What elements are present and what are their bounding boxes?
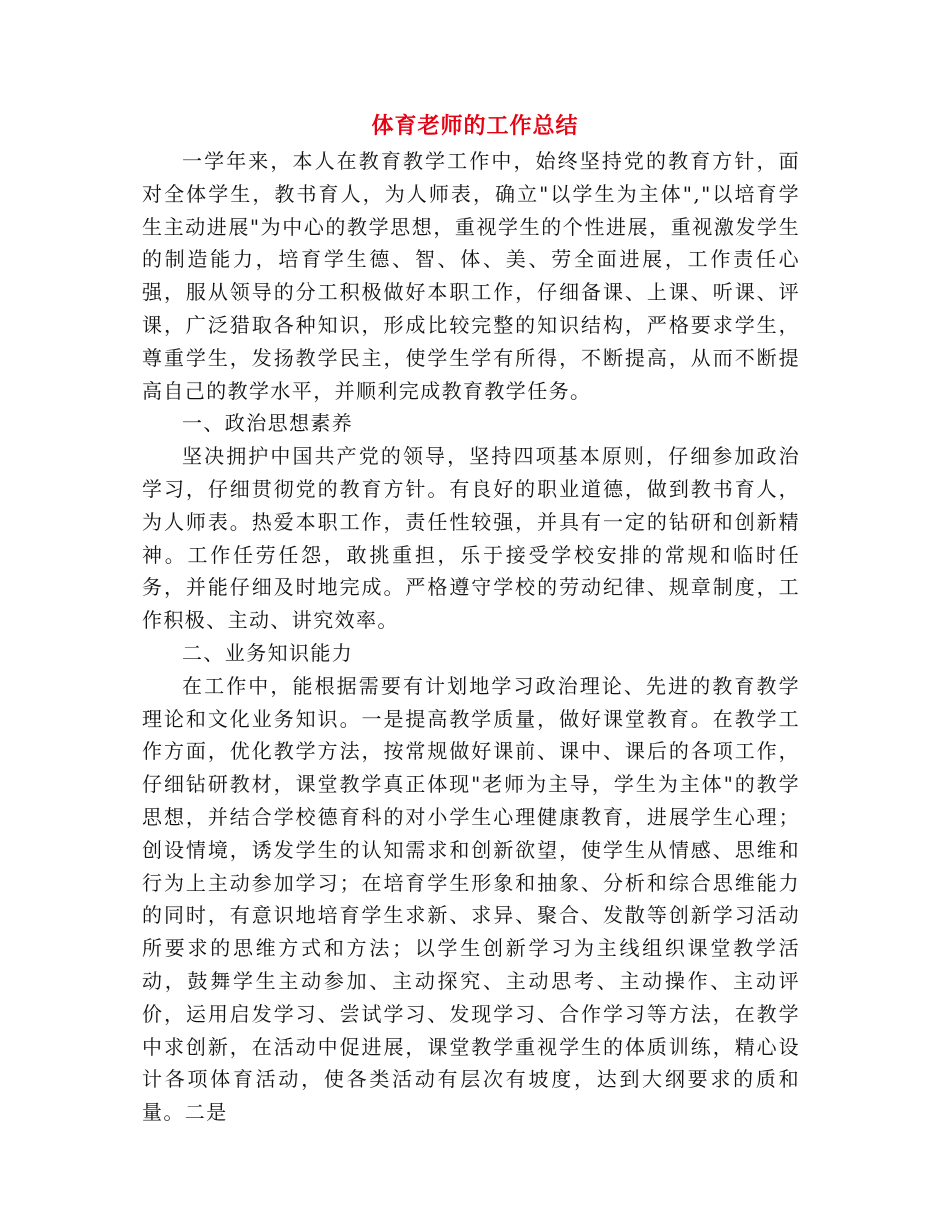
paragraph-politics: 坚决拥护中国共产党的领导，坚持四项基本原则，仔细参加政治学习，仔细贯彻党的教育方针。有良好的职业道德，做到教书育人，为人师表。热爱本职工作，责任性较强，并具有一定的钻研和创新精神。工作任劳任怨，敢挑重担，乐于接受学校安排的常规和临时任务，并能仔细及时地完成。严格遵守学校的劳动纪律、规章制度，工作积极、主动、讲究效率。	[142, 444, 800, 633]
document-body	[142, 145, 800, 1129]
document-title: 体育老师的工作总结	[371, 113, 579, 139]
section-heading-professional: 二、业务知识能力	[182, 640, 354, 665]
paragraph-intro: 一学年来，本人在教育教学工作中，始终坚持党的教育方针，面对全体学生，教书育人，为人师表，确立"以学生为主体","以培育学生主动进展"为中心的教学思想，重视学生的个性进展，重视激发学生的制造能力，培育学生德、智、体、美、劳全面进展，工作责任心强，服从领导的分工积极做好本职工作，仔细备课、上课、听课、评课，广泛猎取各种知识，形成比较完整的知识结构，严格要求学生，尊重学生，发扬教学民主，使学生学有所得，不断提高，从而不断提高自己的教学水平，并顺利完成教育教学任务。	[142, 149, 800, 403]
section-heading-politics: 一、政治思想素养	[182, 411, 354, 436]
paragraph-professional: 在工作中，能根据需要有计划地学习政治理论、先进的教育教学理论和文化业务知识。一是提高教学质量，做好课堂教育。在教学工作方面，优化教学方法，按常规做好课前、课中、课后的各项工作，仔细钻研教材，课堂教学真正体现"老师为主导，学生为主体"的教学思想，并结合学校德育科的对小学生心理健康教育，进展学生心理；创设情境，诱发学生的认知需求和创新欲望，使学生从情感、思维和行为上主动参加学习；在培育学生形象和抽象、分析和综合思维能力的同时，有意识地培育学生求新、求异、聚合、发散等创新学习活动所要求的思维方式和方法；以学生创新学习为主线组织课堂教学活动，鼓舞学生主动参加、主动探究、主动思考、主动操作、主动评价，运用启发学习、尝试学习、发现学习、合作学习等方法，在教学中求创新，在活动中促进展，课堂教学重视学生的体质训练，精心设计各项体育活动，使各类活动有层次有坡度，达到大纲要求的质和量。二是	[142, 673, 800, 1125]
